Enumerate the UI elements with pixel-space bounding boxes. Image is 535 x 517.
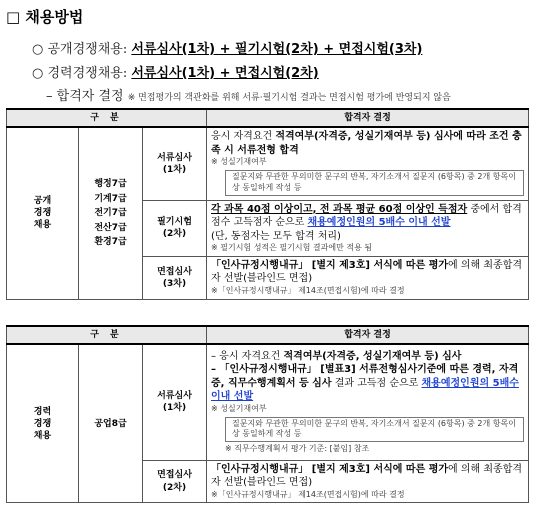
written-exam-content bbox=[207, 200, 529, 256]
table-header-division: 구 분 bbox=[7, 109, 207, 127]
category-cell: 공개 경쟁 채용 bbox=[7, 127, 79, 299]
doc2-screen-content bbox=[207, 344, 529, 460]
doc2-item2-c: 채용예정인원의 5배수 이내 선발 bbox=[211, 377, 519, 403]
doc-screen-label: 서류심사 (1차) bbox=[143, 127, 207, 200]
interview-label: 면접심사 (3차) bbox=[143, 256, 207, 299]
doc2-item1-b: 적격여부(자격증, 성실기재여부 등) 심사 bbox=[283, 350, 462, 362]
written-text-d: (단, 동점자는 모두 합격 처리) bbox=[211, 230, 341, 242]
table-header-result: 합격자 결정 bbox=[207, 109, 529, 127]
interview2-text-a: 「인사규정시행내규」 [별지 제3호] 서식에 따른 평가 bbox=[211, 463, 449, 475]
open-recruit-line bbox=[32, 38, 422, 57]
written-text-c: 채용예정인원의 5배수 이내 선발 bbox=[307, 217, 451, 229]
interview2-text-b: 에 의해 최종합격자 선발(블라인드 면접) bbox=[211, 463, 523, 489]
interview2-label: 면접심사 (2차) bbox=[143, 460, 207, 503]
doc2-screen-label: 서류심사 (1차) bbox=[143, 344, 207, 460]
doc2-item1-a: – 응시 자격요건 bbox=[211, 350, 284, 362]
doc2-item2-b: 결과 고득점 순으로 bbox=[331, 377, 422, 389]
doc2-note2: ※ 직무수행계획서 평가 기준: [붙임] 참조 bbox=[225, 444, 370, 454]
doc2-box: 질문지와 무관한 무의미한 문구의 반복, 자기소개서 질문지 (6항목) 중 2개 항목이상 동일하게 작성 등 bbox=[225, 417, 524, 443]
career-recruit-method: 서류심사(1차) + 면접시험(2차) bbox=[131, 66, 319, 81]
doc-screen-content bbox=[207, 127, 529, 200]
interview-text-a: 「인사규정시행내규」 [별지 제3호] 서식에 따른 평가 bbox=[211, 259, 449, 271]
interview2-note: ※「인사규정시행내규」 제14조(면접시험)에 따라 결정 bbox=[211, 489, 405, 499]
grades2-cell: 공업8급 bbox=[79, 344, 143, 503]
written-text-b: 중에서 합격점수 고득점자 순으로 bbox=[211, 203, 522, 229]
doc-text-b: 적격여부(자격증, 성실기재여부 등) 심사에 따라 조건 충족 시 서류전형 합격 bbox=[211, 131, 522, 156]
table2-header-result: 합격자 결정 bbox=[207, 326, 529, 344]
decision-note: ※ 면접평가의 객관화를 위해 서류·필기시험 결과는 면접시험 평가에 반영되지 않음 bbox=[127, 93, 451, 103]
category2-cell: 경력 경쟁 채용 bbox=[7, 344, 79, 503]
grades-cell: 행정7급 기계7급 전기7급 전산7급 환경7급 bbox=[79, 127, 143, 299]
interview-note: ※「인사규정시행내규」 제14조(면접시험)에 따라 결정 bbox=[211, 285, 405, 295]
open-recruit-method: 서류심사(1차) + 필기시험(2차) + 면접시험(3차) bbox=[131, 42, 423, 57]
decision-line bbox=[46, 85, 451, 104]
interview-text-b: 에 의해 최종합격자 선발(블라인드 면접) bbox=[211, 259, 523, 285]
open-recruit-table bbox=[6, 108, 529, 300]
doc2-item2-a: – 「인사규정시행내규」 [별표3] 서류전형심사기준에 따른 경력, 자격증, 직무수행계획서 등 심사 bbox=[211, 364, 519, 389]
doc-box: 질문지와 무관한 무의미한 문구의 반복, 자기소개서 질문지 (6항목) 중 2개 항목이상 동일하게 작성 등 bbox=[225, 170, 524, 196]
career-recruit-prefix: ○ 경력경쟁채용: bbox=[32, 66, 132, 81]
decision-prefix: – 합격자 결정 bbox=[46, 89, 124, 104]
open-recruit-prefix: ○ 공개경쟁채용: bbox=[32, 42, 132, 57]
interview-content bbox=[207, 256, 529, 299]
written-text-a: 각 과목 40점 이상이고, 전 과목 평균 60점 이상인 득점자 bbox=[211, 203, 468, 215]
doc-note: ※ 성실기재여부 bbox=[211, 157, 267, 167]
written-exam-label: 필기시험 (2차) bbox=[143, 200, 207, 256]
career-recruit-line bbox=[32, 62, 319, 81]
written-note: ※ 필기시험 성적은 필기시험 결과에만 적용 됨 bbox=[211, 243, 373, 253]
career-recruit-table bbox=[6, 325, 529, 503]
doc-text-a: 응시 자격요건 bbox=[211, 131, 276, 143]
doc2-note: ※ 성실기재여부 bbox=[211, 403, 267, 413]
table2-header-division: 구 분 bbox=[7, 326, 207, 344]
section-title: □ 채용방법 bbox=[6, 8, 84, 26]
interview2-content bbox=[207, 460, 529, 503]
